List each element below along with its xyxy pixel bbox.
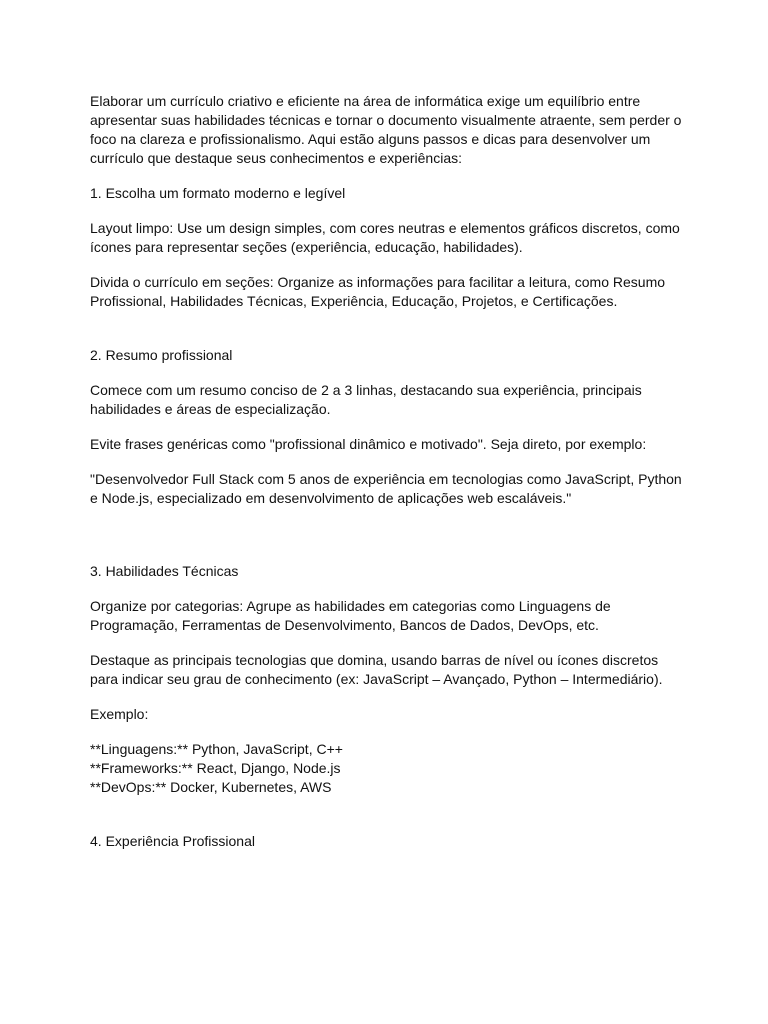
highlight-paragraph [90, 651, 680, 689]
text-line: Programação, Ferramentas de Desenvolvimento, Bancos de Dados, DevOps, etc. [90, 617, 599, 633]
text-line: habilidades e áreas de especialização. [90, 401, 331, 417]
layout-paragraph [90, 219, 680, 257]
text-line: Layout limpo: Use um design simples, com cores neutras e elementos gráficos discretos, como [90, 220, 680, 236]
text-line: foco na clareza e profissionalismo. Aqui estão alguns passos e dicas para desenvolver um [90, 131, 651, 147]
text-line: Organize por categorias: Agrupe as habilidades em categorias como Linguagens de [90, 598, 611, 614]
text-line: apresentar suas habilidades técnicas e tornar o documento visualmente atraente, sem perder o [90, 112, 682, 128]
section-heading: 3. Habilidades Técnicas [90, 563, 239, 579]
text-line: Profissional, Habilidades Técnicas, Experiência, Educação, Projetos, e Certificações. [90, 293, 618, 309]
text-line: para indicar seu grau de conhecimento (ex: JavaScript – Avançado, Python – Intermediário). [90, 671, 663, 687]
sections-paragraph [90, 273, 680, 311]
summary-paragraph [90, 381, 680, 419]
example-list [90, 740, 680, 797]
section-heading: 2. Resumo profissional [90, 347, 233, 363]
example-label: Exemplo: [90, 706, 149, 722]
text-line: Elaborar um currículo criativo e eficiente na área de informática exige um equilíbrio entre [90, 93, 641, 109]
text-line: ícones para representar seções (experiência, educação, habilidades). [90, 239, 523, 255]
list-item: **Frameworks:** React, Django, Node.js [90, 760, 341, 776]
text-line: Comece com um resumo conciso de 2 a 3 linhas, destacando sua experiência, principais [90, 382, 642, 398]
text-line: Divida o currículo em seções: Organize as informações para facilitar a leitura, como Resumo [90, 274, 666, 290]
avoid-generic-paragraph: Evite frases genéricas como "profissional dinâmico e motivado". Seja direto, por exemplo: [90, 436, 647, 452]
text-line: e Node.js, especializado em desenvolvimento de aplicações web escaláveis." [90, 490, 572, 506]
intro-paragraph [90, 92, 680, 168]
document-page [90, 92, 680, 851]
list-item: **Linguagens:** Python, JavaScript, C++ [90, 741, 343, 757]
categories-paragraph [90, 597, 680, 635]
list-item: **DevOps:** Docker, Kubernetes, AWS [90, 779, 332, 795]
text-line: Destaque as principais tecnologias que domina, usando barras de nível ou ícones discretos [90, 652, 659, 668]
example-quote [90, 470, 680, 508]
section-heading: 4. Experiência Profissional [90, 833, 255, 849]
text-line: currículo que destaque seus conhecimentos e experiências: [90, 150, 462, 166]
text-line: "Desenvolvedor Full Stack com 5 anos de experiência em tecnologias como JavaScript, Python [90, 471, 682, 487]
section-heading: 1. Escolha um formato moderno e legível [90, 185, 346, 201]
